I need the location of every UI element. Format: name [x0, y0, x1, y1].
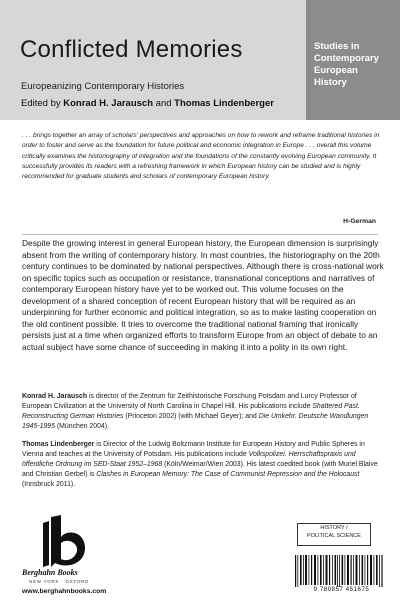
- series-title: Studies in Contemporary European History: [314, 41, 379, 88]
- bio-jarausch-book-2: Die Umkehr. Deutsche Wandlungen 1945-1995: [22, 413, 369, 430]
- series-panel: [306, 0, 400, 120]
- book-subtitle: Europeanizing Contemporary Histories: [21, 81, 185, 92]
- review-source: H-German: [343, 218, 376, 225]
- bio-jarausch-name: Konrad H. Jarausch: [22, 393, 88, 400]
- publisher-url[interactable]: www.berghahnbooks.com: [22, 588, 107, 595]
- bio-lindenberger-book-2: Clashes in European Memory: The Case of Communist Repression and the Holocaust: [96, 471, 360, 478]
- bio-jarausch-text-2: (Princeton 2002) (with Michael Geyer); and: [123, 413, 259, 420]
- book-title: Conflicted Memories: [20, 36, 243, 63]
- editors-line: [21, 98, 274, 109]
- header-band: [0, 0, 400, 120]
- bio-lindenberger-name: Thomas Lindenberger: [22, 441, 95, 448]
- category-line-1: HISTORY /: [320, 525, 348, 531]
- bio-jarausch: [22, 392, 384, 432]
- book-description: Despite the growing interest in general European history, the European dimension is surprisingly absent from the writing of contemporary history. In most countries, the historiography on the 20th century continues to be dominated by national perspectives. Although there is cross-national work on specific topics such as occupation or resistance, transnational conceptions and narratives of contemporary European history have yet to be worked out. This volume focuses on the development of a shared conception of recent European history that will be required as an underpinning for further economic and political integration, so as to make lasting cooperation on the old continent possible. It tries to overcome the traditional national framing that ironically persists just at a time when organized efforts to transform Europe from an object of debate to an actual subject have some chance of succeeding in making it into a polity in its own right.: [22, 238, 384, 352]
- publisher-name: Berghahn Books: [22, 568, 78, 577]
- bio-lindenberger: [22, 440, 384, 490]
- bio-jarausch-text-3: (München 2004).: [54, 423, 109, 430]
- isbn-digits: 9 780857 451675: [313, 587, 370, 593]
- berghahn-logo-icon: [37, 515, 97, 567]
- bio-jarausch-book-1: Shattered Past. Reconstructing German Histories: [22, 403, 360, 420]
- editor-lindenberger: Thomas Lindenberger: [174, 98, 274, 109]
- bio-jarausch-text: is director of the Zentrum für Zeithistorische Forschung Potsdam and Lurcy Professor of European Civilization at the University of North Carolina in Chapel Hill. His publications include: [22, 393, 357, 410]
- bio-lindenberger-book-1: Volkspolizei. Herrschaftspraxis und öffentliche Ordnung im SED-Staat 1952–1968: [22, 451, 356, 468]
- editors-and: and: [155, 98, 172, 109]
- bio-lindenberger-text-3: (Innsbruck 2011).: [22, 481, 76, 488]
- bio-lindenberger-text-2: (Köln/Weimar/Wien 2003). His latest coedited book (with Muriel Blaive and Christian Gerbel) is: [22, 461, 378, 478]
- category-box: [297, 523, 371, 546]
- divider: [22, 234, 378, 235]
- editor-jarausch: Konrad H. Jarausch: [63, 98, 154, 109]
- category-line-2: POLITICAL SCIENCE: [307, 532, 361, 539]
- bio-lindenberger-text: is Director of the Ludwig Boltzmann Institute for European History and Public Spheres in Vienna and teaches at the University of Potsdam. His publications include: [22, 441, 365, 458]
- review-quote: . . . brings together an array of scholars' perspectives and approaches on how to rework and reframe traditional histories in order to foster and serve as the foundation for future political and economic integration in Europe . . . overall this volume critically examines the historiography of integration and the foundations of the constantly evolving European community. It successfully provides its readers with a refreshing framework in which European history can be studied and is highly recommended for graduate students and scholars of contemporary European history.: [22, 132, 380, 181]
- editors-prefix: Edited by: [21, 98, 61, 109]
- publisher-logo: [22, 515, 132, 595]
- publisher-cities: NEW YORK · OXFORD: [29, 579, 90, 584]
